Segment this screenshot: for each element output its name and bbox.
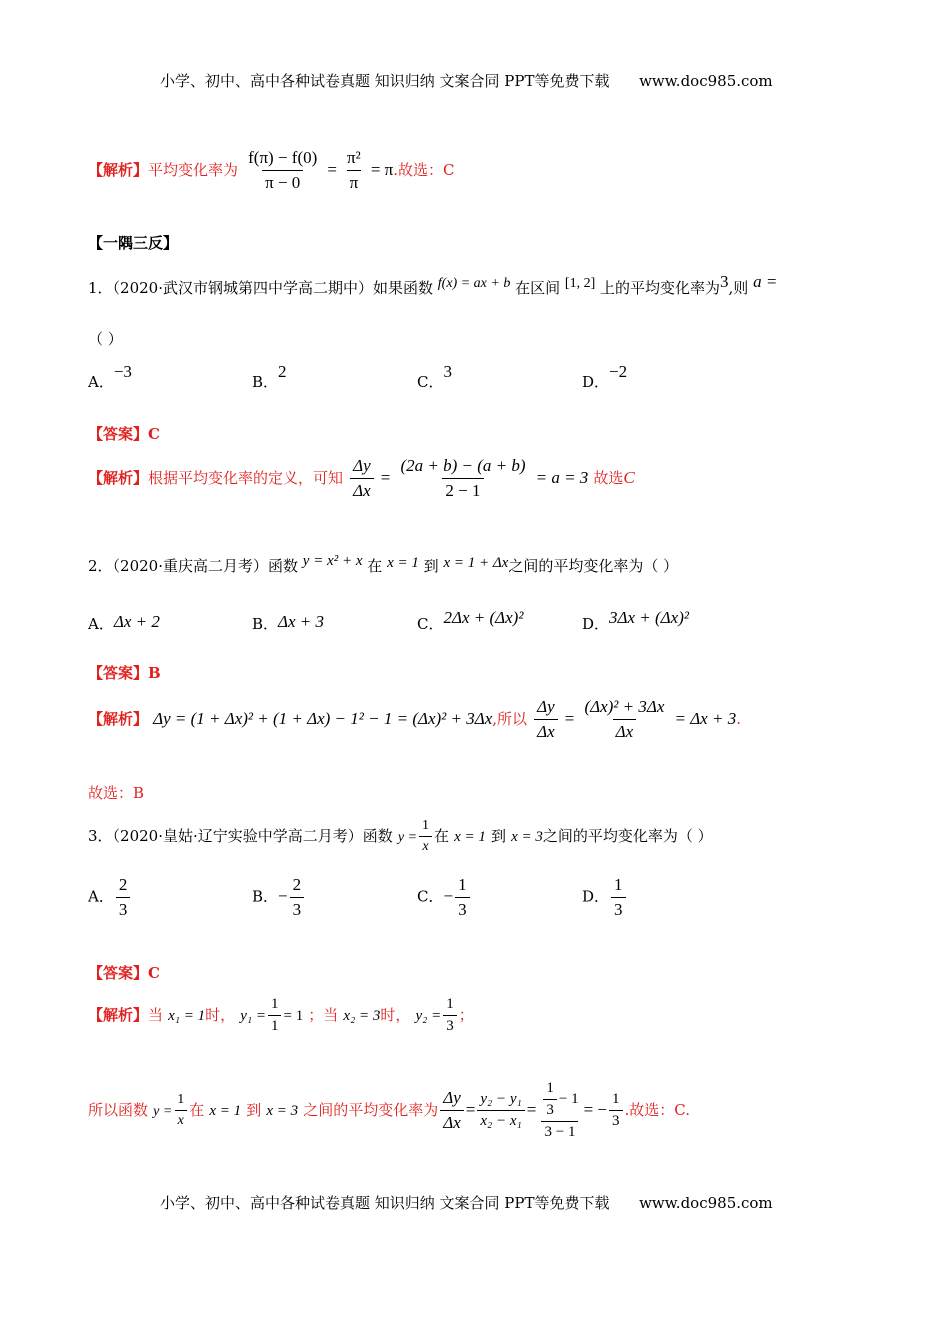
q2-mid2: 到: [423, 557, 439, 575]
option-value: 2Δx + (Δx)²: [443, 608, 524, 627]
footer-text: 小学、初中、高中各种试卷真题 知识归纳 文案合同 PPT等免费下载: [160, 1194, 610, 1212]
q1-analysis: 【解析】根据平均变化率的定义，可知 $\frac{\Delta y}{\Delta x}$ = $\frac{(2a + b) - (a + b)}{2 - 1}$ = a = 3 故选C: [88, 456, 635, 500]
frac-num: 1: [614, 875, 623, 894]
q2-dot: .: [736, 710, 741, 728]
intro-analysis: 【解析】平均变化率为 $\frac{f(\pi) - f(0)}{\pi - 0}$ = $\frac{\text{π²}}{\pi}$ = π.故选：C: [88, 148, 455, 192]
q3-analysis-line1: [88, 996, 474, 1035]
frac-den: x₂ − x₁: [477, 1110, 524, 1130]
q1-mid: 在区间: [515, 279, 561, 297]
q1-frac-expr: [397, 456, 528, 501]
q3-from: x = 1: [454, 829, 486, 845]
option-value: 3Δx + (Δx)²: [609, 608, 689, 627]
option-sign: −: [278, 886, 288, 906]
q3-shi: 时，: [205, 1006, 236, 1024]
q3-func-frac: [419, 818, 432, 855]
q1-func: f(x) = ax + b: [437, 276, 511, 291]
option-frac: [116, 875, 131, 920]
q1-interval: [1, 2]: [564, 276, 596, 291]
q3-shi2: 时，: [380, 1006, 411, 1024]
footer-url[interactable]: www.doc985.com: [639, 1194, 773, 1212]
q3-option-d[interactable]: [582, 875, 628, 920]
q2-stem: [88, 553, 678, 576]
frac-den: 3: [443, 1015, 457, 1035]
option-label: A．: [88, 615, 114, 633]
q3-y2-frac: [443, 996, 457, 1035]
q1-mid2: 上的平均变化率为: [600, 279, 721, 297]
q3-f3: [538, 1080, 581, 1141]
q3-y1-lhs: y₁ =: [240, 1008, 266, 1024]
answer-label: 【答案】: [88, 425, 149, 443]
q3-option-a[interactable]: [88, 875, 132, 920]
answer-value: C: [148, 964, 160, 982]
page-footer: [160, 1192, 773, 1213]
q1-result: = a = 3: [535, 468, 589, 487]
q3-mid2: 到: [491, 827, 507, 845]
q3-f4-sign: = −: [583, 1100, 608, 1119]
intro-num2: π²: [347, 148, 361, 167]
q1-option-b[interactable]: [252, 362, 287, 392]
frac-den: 3: [455, 897, 470, 920]
q3-l2-text: 之间的平均变化率为: [303, 1101, 439, 1119]
q3-l2-func-lhs: y =: [153, 1104, 173, 1119]
option-value: Δx + 2: [113, 612, 160, 631]
q1-option-c[interactable]: [417, 362, 452, 392]
q3-f4: [609, 1091, 623, 1130]
intro-den2: π: [347, 170, 362, 193]
frac-num: 1: [446, 996, 454, 1012]
intro-fraction: [245, 148, 320, 193]
intro-fraction-2: [344, 148, 364, 193]
frac-num: 1: [458, 875, 467, 894]
q2-answer: [88, 662, 161, 683]
q1-stem: [88, 272, 777, 298]
option-label: D．: [582, 615, 610, 633]
frac-den: 3: [290, 897, 305, 920]
analysis-label: 【解析】: [88, 1006, 149, 1024]
frac-num: 1: [177, 1092, 185, 1107]
answer-value: B: [148, 664, 161, 682]
q3-option-c[interactable]: [417, 875, 472, 920]
intro-num: f(π) − f(0): [248, 148, 318, 167]
q1-option-a[interactable]: [88, 362, 132, 392]
q3-when: 当: [148, 1006, 164, 1024]
frac-den: Δx: [613, 719, 637, 742]
option-frac: [455, 875, 470, 920]
q3-f1: [440, 1088, 464, 1133]
q3-semi: ；当: [308, 1006, 339, 1024]
q1-tail-val: C: [623, 468, 635, 487]
q2-option-c[interactable]: [417, 608, 523, 634]
q2-so: ,所以: [492, 710, 528, 728]
q3-answer: [88, 962, 160, 983]
q1-frac-dy-dx: [350, 456, 374, 501]
option-frac: [611, 875, 626, 920]
q1-number: 1．: [88, 279, 113, 297]
q3-l2-from: x = 1: [209, 1103, 242, 1119]
header-url[interactable]: www.doc985.com: [639, 72, 773, 90]
analysis-label: 【解析】: [88, 161, 149, 179]
q2-analysis: 【解析】 Δy = (1 + Δx)² + (1 + Δx) − 1² − 1 = (Δx)² + 3Δx,所以 $\frac{\Delta y}{\Delta x}$ = $\frac{\text{(Δx)² + 3Δx}}{\Delta x}$ = Δx + 3.: [88, 697, 741, 741]
frac-den: 3: [609, 1110, 623, 1130]
frac-den: Δx: [440, 1110, 464, 1133]
answer-value: C: [148, 425, 160, 443]
option-value: 3: [443, 362, 452, 381]
q2-to: x = 1 + Δx: [443, 555, 509, 571]
inner-frac: [543, 1080, 557, 1119]
q3-func-lhs: y =: [397, 830, 418, 845]
option-label: A．: [88, 373, 114, 391]
analysis-text: 根据平均变化率的定义，可知: [148, 469, 344, 487]
q3-semi2: ；: [458, 1006, 474, 1024]
option-value: 2: [278, 362, 287, 381]
page-header: [160, 70, 773, 91]
analysis-label: 【解析】: [88, 469, 149, 487]
q3-f2: [477, 1091, 524, 1130]
q3-y1-frac: [268, 996, 282, 1035]
option-label: D．: [582, 887, 610, 906]
answer-label: 【答案】: [88, 964, 149, 982]
q2-conclusion: 故选：B: [88, 784, 145, 802]
q3-y2-lhs: y₂ =: [415, 1008, 442, 1024]
q3-to: x = 3: [511, 829, 543, 845]
frac-den: 3: [611, 897, 626, 920]
q2-option-b[interactable]: [252, 612, 324, 634]
q3-end: .故选：C.: [624, 1101, 690, 1119]
q3-source: （2020·皇姑·辽宁实验中学高二月考）函数: [112, 827, 393, 845]
q2-number: 2．: [88, 557, 113, 575]
option-label: B．: [252, 373, 279, 391]
q3-line2-a: 所以函数: [88, 1101, 149, 1119]
frac-den: 3: [116, 897, 131, 920]
frac-num: (2a + b) − (a + b): [400, 456, 526, 475]
q2-from: x = 1: [387, 555, 419, 571]
q2-tail: 之间的平均变化率为（ ）: [508, 557, 679, 575]
frac-den: 3: [543, 1099, 557, 1119]
q1-paren: （ ）: [88, 330, 123, 348]
section-title: 【一隅三反】: [88, 234, 179, 252]
option-label: C．: [417, 615, 444, 633]
option-label: A．: [88, 887, 114, 906]
q3-l2-func-frac: [174, 1092, 187, 1129]
option-label: D．: [582, 373, 610, 391]
frac-num: Δy: [353, 456, 371, 475]
frac-den: Δx: [350, 478, 374, 501]
intro-text: 平均变化率为: [148, 161, 239, 179]
analysis-label: 【解析】: [88, 710, 149, 728]
q3-x1: x₁ = 1: [168, 1008, 206, 1024]
q2-frac-dy-dx: [534, 697, 558, 742]
option-label: C．: [417, 373, 444, 391]
q3-l2-dao: 到: [246, 1101, 262, 1119]
option-label: C．: [417, 887, 444, 906]
q2-frac-expr: [581, 697, 667, 742]
frac-num: 2: [118, 875, 128, 894]
option-label: B．: [252, 615, 279, 633]
q3-option-b[interactable]: [252, 875, 306, 920]
q2-mid: 在: [367, 557, 383, 575]
frac-num: 1: [270, 996, 279, 1012]
intro-tail: .故选：C: [393, 161, 455, 179]
frac-num: [538, 1080, 581, 1121]
option-value: Δx + 3: [278, 612, 325, 631]
q3-mid: 在: [434, 827, 450, 845]
frac-num: 1: [546, 1080, 554, 1096]
q1-tail: ,则: [728, 279, 749, 297]
frac-num-tail: − 1: [558, 1090, 579, 1107]
frac-num: (Δx)² + 3Δx: [584, 697, 665, 716]
answer-label: 【答案】: [88, 664, 149, 682]
intro-den: π − 0: [262, 170, 303, 193]
q3-stem: [88, 818, 713, 855]
frac-den: 3 − 1: [541, 1121, 578, 1141]
q3-y1-res: = 1: [283, 1008, 304, 1024]
option-sign: −: [443, 886, 454, 906]
q3-x2: x₂ = 3: [343, 1008, 381, 1024]
frac-den: x: [175, 1110, 187, 1129]
frac-num: Δy: [537, 697, 555, 716]
frac-den: Δx: [534, 719, 558, 742]
q2-option-a[interactable]: [88, 612, 160, 634]
q1-asks: a =: [753, 272, 778, 291]
header-text: 小学、初中、高中各种试卷真题 知识归纳 文案合同 PPT等免费下载: [160, 72, 610, 90]
q2-option-d[interactable]: [582, 608, 689, 634]
q2-func: y = x² + x: [302, 553, 363, 569]
q1-tail-text: 故选: [593, 469, 624, 487]
frac-num: 1: [422, 818, 430, 833]
frac-den: x: [419, 836, 431, 855]
q3-l2-to: x = 3: [266, 1103, 299, 1119]
q3-tail: 之间的平均变化率为（ ）: [542, 827, 713, 845]
q1-val: 3: [720, 272, 729, 291]
intro-result: = π: [370, 160, 394, 179]
frac-num: 1: [612, 1091, 620, 1107]
q3-number: 3．: [88, 827, 113, 845]
frac-num: y₂ − y₁: [480, 1091, 522, 1107]
option-value: −3: [113, 362, 132, 381]
option-frac: [290, 875, 305, 920]
q1-source: （2020·武汉市钢城第四中学高二期中）如果函数: [112, 279, 433, 297]
q1-answer: [88, 423, 160, 444]
frac-num: 2: [292, 875, 302, 894]
q3-analysis-line2: 所以函数 y = $\frac{1}{x}$ 在 x = 1 到 x = 3 之间的平均变化率为 $\frac{\Delta y}{\Delta x}$ = $\frac{\text{y₂ − y₁}}{\text{x₂ − x₁}}$ = $\frac{1}{3}$ − 1 3 − 1 = − $\frac{1}{3}$ .故选：C.: [88, 1080, 690, 1140]
q2-expr: Δy = (1 + Δx)² + (1 + Δx) − 1² − 1 = (Δx)² + 3Δx: [153, 709, 493, 728]
option-value: −2: [609, 362, 628, 381]
q2-source: （2020·重庆高二月考）函数: [112, 557, 298, 575]
q3-l2-zai: 在: [189, 1101, 205, 1119]
frac-den: 2 − 1: [442, 478, 483, 501]
option-label: B．: [252, 887, 279, 906]
q2-result: = Δx + 3: [674, 709, 737, 728]
frac-num: Δy: [443, 1088, 461, 1107]
q1-option-d[interactable]: [582, 362, 627, 392]
frac-den: 1: [268, 1015, 282, 1035]
